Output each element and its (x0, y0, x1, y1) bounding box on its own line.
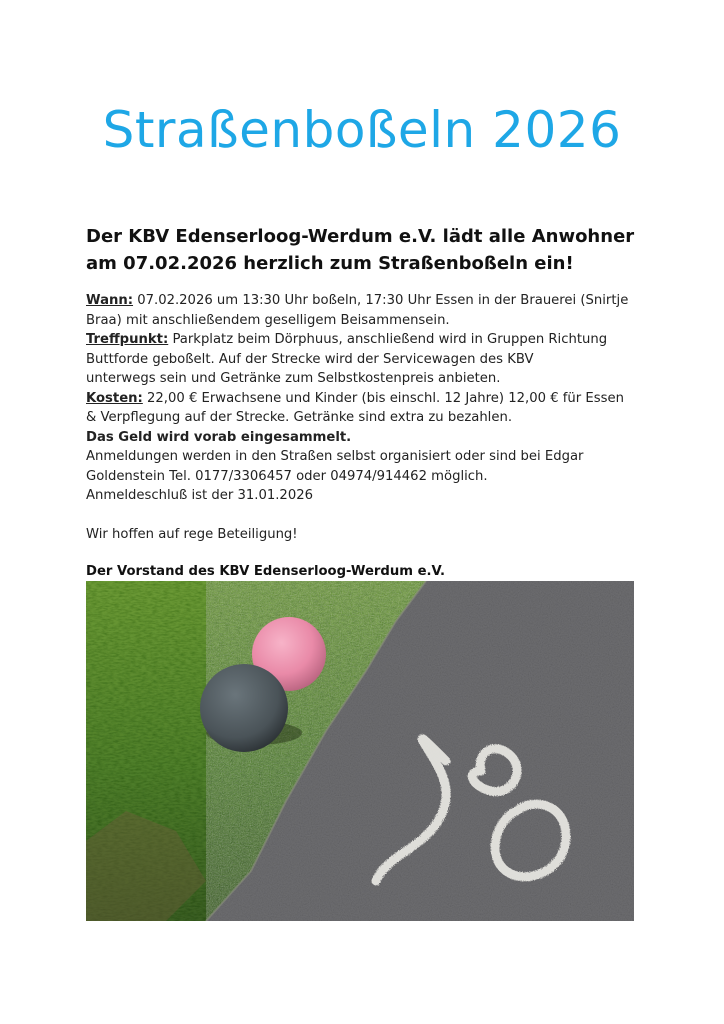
geld-notice: Das Geld wird vorab eingesammelt. (86, 429, 352, 445)
anmeldung-text-2: Goldenstein Tel. 0177/3306457 oder 04974/914462 möglich. (86, 468, 488, 484)
kosten-label: Kosten: (86, 390, 143, 406)
invitation-headline-line-1: Der KBV Edenserloog-Werdum e.V. lädt alle Anwohner (86, 226, 635, 247)
treffpunkt-section (86, 330, 646, 350)
kosten-section (86, 389, 646, 409)
treffpunkt-text-3: unterwegs sein und Getränke zum Selbstkostenpreis anbieten. (86, 371, 501, 386)
wann-label: Wann: (86, 293, 134, 308)
anmeldung-text-1: Anmeldungen werden in den Straßen selbst organisiert oder sind bei Edgar (86, 449, 584, 464)
signature: Der Vorstand des KBV Edenserloog-Werdum e.V. (86, 564, 446, 579)
wann-text-2: Braa) mit anschließendem geselligem Beisammensein. (86, 312, 450, 328)
treffpunkt-text-2: Buttforde geboßelt. Auf der Strecke wird der Servicewagen des KBV (86, 351, 534, 367)
page-title: Straßenboßeln 2026 (102, 101, 622, 159)
spacer (86, 506, 646, 526)
hope-text: Wir hoffen auf rege Beteiligung! (86, 527, 298, 542)
wann-text-1: 07.02.2026 um 13:30 Uhr boßeln, 17:30 Uhr Essen in der Brauerei (Snirtje (133, 293, 629, 308)
treffpunkt-label: Treffpunkt: (86, 332, 169, 347)
invitation-headline (86, 223, 646, 277)
event-details (86, 291, 646, 545)
kosten-text-2: & Verpflegung auf der Strecke. Getränke sind extra zu bezahlen. (86, 410, 513, 425)
anmeldung-text-3: Anmeldeschluß ist der 31.01.2026 (86, 488, 313, 503)
kosten-text-1: 22,00 € Erwachsene und Kinder (bis einschl. 12 Jahre) 12,00 € für Essen (142, 390, 624, 406)
bosseln-photo (86, 581, 634, 921)
wann-section (86, 291, 646, 311)
photo-grey-ball (200, 664, 288, 752)
invitation-headline-line-2: am 07.02.2026 herzlich zum Straßenboßeln ein! (86, 253, 574, 274)
treffpunkt-text-1: Parkplatz beim Dörphuus, anschließend wird in Gruppen Richtung (168, 332, 608, 347)
